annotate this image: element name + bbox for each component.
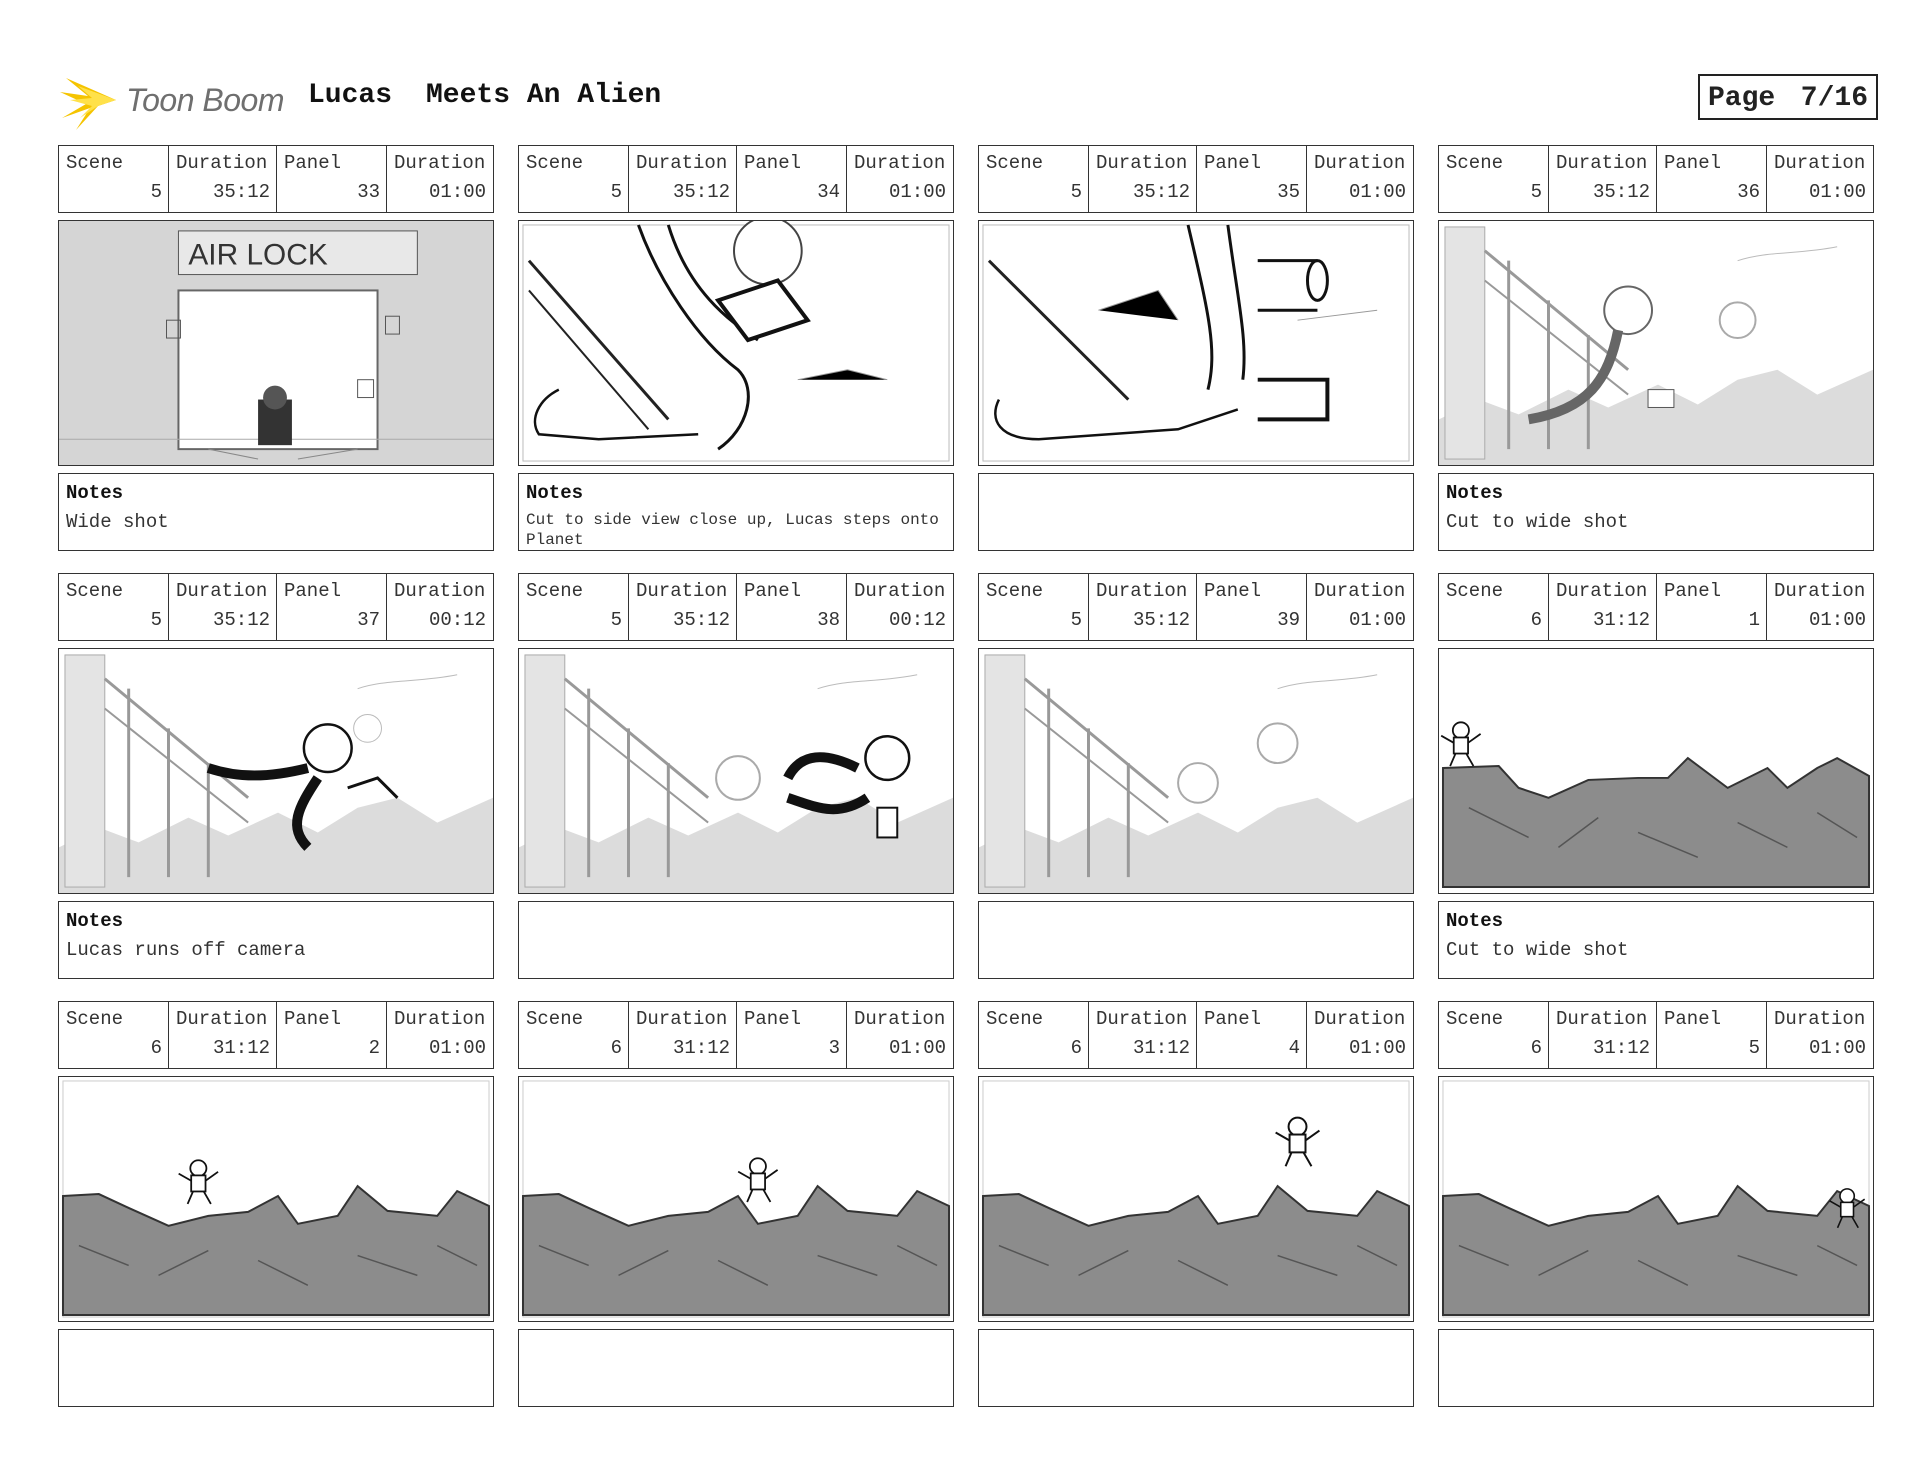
panel-info-bar bbox=[518, 573, 954, 641]
panel-sketch-image[interactable] bbox=[58, 220, 494, 466]
panel-duration: 01:00 bbox=[1348, 181, 1406, 203]
duration-label: Duration bbox=[1556, 152, 1648, 174]
scene-cell bbox=[59, 574, 169, 640]
duration-label: Duration bbox=[854, 1008, 946, 1030]
panel-notes-box[interactable] bbox=[1438, 473, 1874, 551]
panel-number: 1 bbox=[1748, 609, 1760, 631]
sketch-drawing bbox=[519, 221, 953, 465]
scene-duration-cell bbox=[1549, 574, 1657, 640]
panel-sketch-image[interactable] bbox=[58, 648, 494, 894]
scene-duration-cell bbox=[629, 574, 737, 640]
panel-cell bbox=[1657, 1002, 1767, 1068]
panel-sketch-image[interactable] bbox=[1438, 220, 1874, 466]
toon-boom-logo bbox=[58, 70, 298, 134]
duration-label: Duration bbox=[176, 580, 268, 602]
panel-notes-box[interactable] bbox=[978, 1329, 1414, 1407]
panel-duration-cell bbox=[1767, 146, 1872, 212]
duration-label: Duration bbox=[1314, 580, 1406, 602]
scene-number: 5 bbox=[610, 609, 622, 631]
duration-label: Duration bbox=[636, 152, 728, 174]
duration-label: Duration bbox=[176, 152, 268, 174]
scene-duration: 35:12 bbox=[672, 181, 730, 203]
panel-info-bar bbox=[1438, 1001, 1874, 1069]
scene-duration: 31:12 bbox=[1592, 609, 1650, 631]
notes-heading: Notes bbox=[66, 910, 124, 932]
scene-duration-cell bbox=[629, 1002, 737, 1068]
panel-duration-cell bbox=[1307, 1002, 1412, 1068]
panel-number: 36 bbox=[1737, 181, 1760, 203]
panel-sketch-image[interactable] bbox=[518, 1076, 954, 1322]
scene-cell bbox=[519, 146, 629, 212]
scene-duration: 35:12 bbox=[212, 609, 270, 631]
scene-label: Scene bbox=[526, 152, 584, 174]
scene-duration: 31:12 bbox=[1132, 1037, 1190, 1059]
panel-duration: 01:00 bbox=[888, 181, 946, 203]
scene-duration: 31:12 bbox=[212, 1037, 270, 1059]
panel-duration-cell bbox=[847, 574, 952, 640]
duration-label: Duration bbox=[176, 1008, 268, 1030]
panel-cell bbox=[277, 574, 387, 640]
panel-label: Panel bbox=[1664, 152, 1722, 174]
scene-label: Scene bbox=[526, 580, 584, 602]
svg-text:AIR LOCK: AIR LOCK bbox=[188, 238, 328, 272]
panel-sketch-image[interactable] bbox=[58, 1076, 494, 1322]
title-part-2: Meets An Alien bbox=[426, 80, 662, 111]
panel-sketch-image[interactable] bbox=[1438, 648, 1874, 894]
scene-cell bbox=[519, 574, 629, 640]
scene-cell bbox=[1439, 574, 1549, 640]
panel-label: Panel bbox=[744, 1008, 802, 1030]
sketch-drawing bbox=[1439, 1077, 1873, 1321]
panel-cell bbox=[737, 146, 847, 212]
panel-notes-box[interactable] bbox=[978, 473, 1414, 551]
panel-cell bbox=[1657, 574, 1767, 640]
scene-duration: 31:12 bbox=[672, 1037, 730, 1059]
duration-label: Duration bbox=[636, 580, 728, 602]
panel-number: 37 bbox=[357, 609, 380, 631]
duration-label: Duration bbox=[854, 152, 946, 174]
sketch-drawing bbox=[979, 649, 1413, 893]
notes-text: Wide shot bbox=[66, 511, 169, 533]
panel-duration-cell bbox=[847, 146, 952, 212]
panel-info-bar bbox=[1438, 573, 1874, 641]
panel-cell bbox=[1657, 146, 1767, 212]
scene-label: Scene bbox=[986, 1008, 1044, 1030]
panel-number: 5 bbox=[1748, 1037, 1760, 1059]
panel-cell bbox=[737, 574, 847, 640]
panel-sketch-image[interactable] bbox=[518, 220, 954, 466]
duration-label: Duration bbox=[1556, 1008, 1648, 1030]
panel-sketch-image[interactable] bbox=[978, 1076, 1414, 1322]
notes-text: Lucas runs off camera bbox=[66, 939, 306, 961]
duration-label: Duration bbox=[636, 1008, 728, 1030]
panel-info-bar bbox=[518, 1001, 954, 1069]
panel-info-bar bbox=[58, 145, 494, 213]
panel-duration-cell bbox=[1307, 574, 1412, 640]
scene-cell bbox=[1439, 146, 1549, 212]
panel-label: Panel bbox=[1204, 152, 1262, 174]
panel-number: 4 bbox=[1288, 1037, 1300, 1059]
scene-cell bbox=[59, 1002, 169, 1068]
page-number: 7/16 bbox=[1800, 83, 1868, 114]
panel-notes-box[interactable] bbox=[978, 901, 1414, 979]
page-header bbox=[58, 62, 1878, 142]
scene-number: 5 bbox=[1070, 609, 1082, 631]
sketch-drawing bbox=[979, 1077, 1413, 1321]
scene-number: 6 bbox=[1530, 609, 1542, 631]
panel-label: Panel bbox=[744, 152, 802, 174]
panel-sketch-image[interactable] bbox=[978, 220, 1414, 466]
scene-number: 5 bbox=[1070, 181, 1082, 203]
notes-heading: Notes bbox=[1446, 910, 1504, 932]
duration-label: Duration bbox=[1096, 152, 1188, 174]
panel-label: Panel bbox=[284, 1008, 342, 1030]
sketch-drawing bbox=[59, 649, 493, 893]
scene-duration-cell bbox=[1089, 1002, 1197, 1068]
scene-label: Scene bbox=[526, 1008, 584, 1030]
scene-cell bbox=[1439, 1002, 1549, 1068]
panel-notes-box[interactable] bbox=[518, 473, 954, 551]
panel-number: 3 bbox=[828, 1037, 840, 1059]
panel-info-bar bbox=[518, 145, 954, 213]
page-indicator bbox=[1698, 74, 1878, 120]
sketch-drawing bbox=[519, 1077, 953, 1321]
sketch-drawing bbox=[979, 221, 1413, 465]
scene-number: 5 bbox=[1530, 181, 1542, 203]
panel-duration: 01:00 bbox=[888, 1037, 946, 1059]
panel-notes-box[interactable] bbox=[1438, 1329, 1874, 1407]
panel-sketch-image[interactable] bbox=[978, 648, 1414, 894]
scene-duration-cell bbox=[169, 1002, 277, 1068]
scene-duration: 31:12 bbox=[1592, 1037, 1650, 1059]
scene-number: 5 bbox=[610, 181, 622, 203]
scene-duration: 35:12 bbox=[1592, 181, 1650, 203]
panel-duration: 01:00 bbox=[428, 1037, 486, 1059]
panel-duration-cell bbox=[1767, 1002, 1872, 1068]
panel-duration-cell bbox=[387, 146, 492, 212]
scene-label: Scene bbox=[66, 1008, 124, 1030]
panel-cell bbox=[737, 1002, 847, 1068]
duration-label: Duration bbox=[1774, 580, 1866, 602]
scene-label: Scene bbox=[1446, 1008, 1504, 1030]
scene-cell bbox=[979, 146, 1089, 212]
panel-cell bbox=[1197, 146, 1307, 212]
scene-number: 6 bbox=[610, 1037, 622, 1059]
panel-duration: 01:00 bbox=[1808, 181, 1866, 203]
panel-number: 35 bbox=[1277, 181, 1300, 203]
duration-label: Duration bbox=[394, 580, 486, 602]
panel-duration: 01:00 bbox=[1808, 1037, 1866, 1059]
panel-duration-cell bbox=[387, 1002, 492, 1068]
panel-duration-cell bbox=[847, 1002, 952, 1068]
scene-duration: 35:12 bbox=[1132, 609, 1190, 631]
scene-number: 5 bbox=[150, 609, 162, 631]
starburst-icon bbox=[58, 70, 128, 134]
panel-notes-box[interactable] bbox=[58, 1329, 494, 1407]
sketch-drawing bbox=[59, 1077, 493, 1321]
panel-info-bar bbox=[58, 1001, 494, 1069]
panel-cell bbox=[277, 146, 387, 212]
scene-number: 6 bbox=[150, 1037, 162, 1059]
panel-cell bbox=[277, 1002, 387, 1068]
notes-heading: Notes bbox=[526, 482, 584, 504]
scene-label: Scene bbox=[986, 580, 1044, 602]
panel-cell bbox=[1197, 574, 1307, 640]
panel-label: Panel bbox=[284, 152, 342, 174]
scene-cell bbox=[519, 1002, 629, 1068]
scene-label: Scene bbox=[66, 580, 124, 602]
notes-heading: Notes bbox=[66, 482, 124, 504]
scene-number: 6 bbox=[1070, 1037, 1082, 1059]
title-part-1: Lucas bbox=[308, 80, 393, 111]
panel-number: 38 bbox=[817, 609, 840, 631]
duration-label: Duration bbox=[1096, 580, 1188, 602]
duration-label: Duration bbox=[1314, 1008, 1406, 1030]
scene-label: Scene bbox=[1446, 152, 1504, 174]
panel-notes-box[interactable] bbox=[1438, 901, 1874, 979]
panel-sketch-image[interactable] bbox=[1438, 1076, 1874, 1322]
panel-duration-cell bbox=[387, 574, 492, 640]
panel-number: 39 bbox=[1277, 609, 1300, 631]
panel-notes-box[interactable] bbox=[518, 901, 954, 979]
duration-label: Duration bbox=[394, 152, 486, 174]
panel-label: Panel bbox=[1664, 580, 1722, 602]
panel-number: 2 bbox=[368, 1037, 380, 1059]
panel-info-bar bbox=[978, 573, 1414, 641]
panel-notes-box[interactable] bbox=[518, 1329, 954, 1407]
page-label: Page bbox=[1708, 83, 1776, 114]
panel-duration: 00:12 bbox=[888, 609, 946, 631]
panel-info-bar bbox=[978, 1001, 1414, 1069]
scene-number: 5 bbox=[150, 181, 162, 203]
scene-number: 6 bbox=[1530, 1037, 1542, 1059]
logo-text: Toon Boom bbox=[126, 82, 284, 118]
duration-label: Duration bbox=[1314, 152, 1406, 174]
notes-heading: Notes bbox=[1446, 482, 1504, 504]
scene-label: Scene bbox=[986, 152, 1044, 174]
panel-sketch-image[interactable] bbox=[518, 648, 954, 894]
scene-label: Scene bbox=[1446, 580, 1504, 602]
scene-duration: 35:12 bbox=[1132, 181, 1190, 203]
panel-info-bar bbox=[58, 573, 494, 641]
duration-label: Duration bbox=[1774, 152, 1866, 174]
notes-text: Cut to side view close up, Lucas steps onto Planet bbox=[526, 511, 939, 549]
panel-duration: 01:00 bbox=[1348, 1037, 1406, 1059]
scene-duration-cell bbox=[1089, 574, 1197, 640]
panel-number: 33 bbox=[357, 181, 380, 203]
panel-notes-box[interactable] bbox=[58, 901, 494, 979]
panel-number: 34 bbox=[817, 181, 840, 203]
panel-duration-cell bbox=[1307, 146, 1412, 212]
panel-label: Panel bbox=[1204, 1008, 1262, 1030]
duration-label: Duration bbox=[1096, 1008, 1188, 1030]
panel-label: Panel bbox=[284, 580, 342, 602]
panel-notes-box[interactable] bbox=[58, 473, 494, 551]
scene-duration-cell bbox=[169, 146, 277, 212]
scene-duration-cell bbox=[1089, 146, 1197, 212]
scene-cell bbox=[979, 1002, 1089, 1068]
duration-label: Duration bbox=[394, 1008, 486, 1030]
duration-label: Duration bbox=[1774, 1008, 1866, 1030]
panel-duration: 01:00 bbox=[1808, 609, 1866, 631]
panel-info-bar bbox=[978, 145, 1414, 213]
sketch-drawing bbox=[1439, 649, 1873, 893]
duration-label: Duration bbox=[1556, 580, 1648, 602]
scene-label: Scene bbox=[66, 152, 124, 174]
scene-duration-cell bbox=[629, 146, 737, 212]
panel-duration: 01:00 bbox=[428, 181, 486, 203]
scene-duration: 35:12 bbox=[672, 609, 730, 631]
notes-text: Cut to wide shot bbox=[1446, 939, 1629, 961]
panel-cell bbox=[1197, 1002, 1307, 1068]
panel-label: Panel bbox=[744, 580, 802, 602]
scene-cell bbox=[979, 574, 1089, 640]
scene-duration-cell bbox=[1549, 1002, 1657, 1068]
notes-text: Cut to wide shot bbox=[1446, 511, 1629, 533]
panel-label: Panel bbox=[1204, 580, 1262, 602]
sketch-drawing bbox=[1439, 221, 1873, 465]
scene-duration-cell bbox=[169, 574, 277, 640]
panel-duration: 00:12 bbox=[428, 609, 486, 631]
panel-duration: 01:00 bbox=[1348, 609, 1406, 631]
sketch-drawing bbox=[59, 221, 493, 465]
panel-label: Panel bbox=[1664, 1008, 1722, 1030]
scene-cell bbox=[59, 146, 169, 212]
scene-duration: 35:12 bbox=[212, 181, 270, 203]
panel-info-bar bbox=[1438, 145, 1874, 213]
panel-duration-cell bbox=[1767, 574, 1872, 640]
duration-label: Duration bbox=[854, 580, 946, 602]
sketch-drawing bbox=[519, 649, 953, 893]
scene-duration-cell bbox=[1549, 146, 1657, 212]
